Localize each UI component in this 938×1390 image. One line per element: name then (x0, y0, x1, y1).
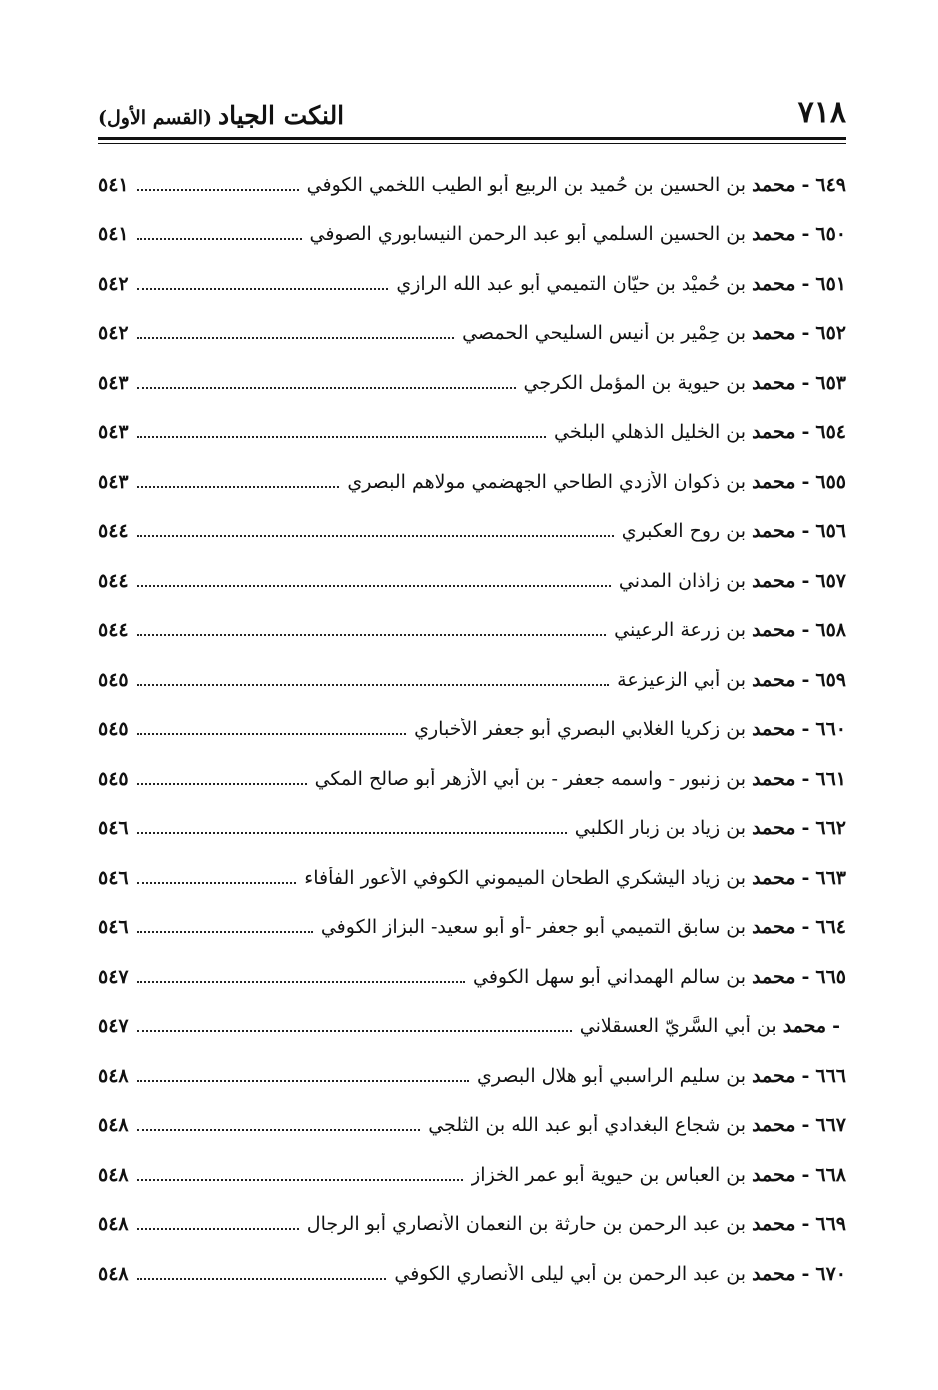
entry-number: ٦٥٩ (815, 668, 846, 691)
entry-name-rest: بن زكريا الغلابي البصري أبو جعفر الأخباري (414, 718, 747, 741)
entry-name-first: محمد (752, 569, 796, 592)
entry-number: ٦٥٣ (815, 371, 846, 394)
header-rule-thick (98, 137, 846, 140)
entry-name (619, 570, 796, 592)
index-entry (98, 1200, 846, 1250)
entry-dash: - (801, 965, 810, 988)
entry-name (554, 421, 795, 443)
entry-number: ٦٦٦ (815, 1064, 846, 1087)
dot-leader (137, 832, 567, 834)
entry-dash: - (832, 1015, 840, 1038)
entry-number: ٦٦٨ (815, 1163, 846, 1186)
entry-page: ٥٤٨ (98, 1213, 129, 1236)
entry-number: ٦٥٧ (815, 569, 846, 592)
dot-leader (137, 733, 406, 735)
dot-leader (137, 931, 313, 933)
entry-page: ٥٤١ (98, 173, 129, 196)
entry-name-first: محمد (752, 520, 796, 543)
entry-page: ٥٤٨ (98, 1262, 129, 1285)
entry-dash: - (801, 916, 810, 939)
entry-dash: - (801, 322, 810, 345)
entry-name-rest: بن حيوية بن المؤمل الكرجي (523, 371, 747, 394)
entry-dash: - (801, 668, 810, 691)
entry-number: ٦٦٠ (815, 718, 846, 741)
entry-page: ٥٤٣ (98, 371, 129, 394)
dot-leader (137, 1030, 572, 1032)
entry-name (575, 817, 796, 839)
index-entry (98, 210, 846, 260)
dot-leader (137, 387, 516, 389)
dot-leader (137, 1228, 299, 1230)
header-rule-thin (98, 143, 846, 144)
running-header (98, 82, 846, 128)
index-entry (98, 606, 846, 656)
entry-name-first: محمد (752, 866, 796, 889)
index-entry (98, 903, 846, 953)
book-title: النكت الجياد (217, 101, 345, 130)
entry-name-first: محمد (752, 322, 796, 345)
entry-name-first: محمد (782, 1015, 827, 1038)
entry-name (304, 867, 795, 889)
entry-name-rest: بن زاذان المدني (618, 569, 747, 592)
entry-name-rest: بن عبد الرحمن بن أبي ليلى الأنصاري الكوفي (394, 1262, 747, 1285)
entry-name (477, 1065, 796, 1087)
index-list (98, 160, 846, 1299)
entry-number: ٦٦٤ (815, 916, 846, 939)
entry-name (617, 669, 795, 691)
entry-dash: - (801, 1262, 810, 1285)
dot-leader (137, 1179, 463, 1181)
entry-name-first: محمد (752, 767, 796, 790)
entry-name-rest: بن زياد اليشكري الطحان الميموني الكوفي الأعور الفأفاء (304, 866, 747, 889)
entry-name (394, 1263, 795, 1285)
entry-page: ٥٤٤ (98, 569, 129, 592)
entry-name-first: محمد (752, 272, 796, 295)
entry-name (315, 768, 796, 790)
entry-name-first: محمد (752, 619, 796, 642)
entry-number: ٦٦٢ (815, 817, 846, 840)
entry-page: ٥٤٦ (98, 817, 129, 840)
entry-page: ٥٤٨ (98, 1114, 129, 1137)
entry-name-rest: بن سليم الراسبي أبو هلال البصري (476, 1064, 747, 1087)
dot-leader (137, 1080, 469, 1082)
dot-leader (137, 535, 614, 537)
index-entry (98, 1051, 846, 1101)
entry-name-first: محمد (752, 916, 796, 939)
dot-leader (137, 783, 307, 785)
entry-name-first: محمد (752, 470, 796, 493)
dot-leader (137, 634, 607, 636)
entry-name-rest: بن الخليل الذهلي البلخي (554, 421, 747, 444)
entry-name (321, 916, 796, 938)
entry-dash: - (801, 1114, 810, 1137)
index-entry (98, 804, 846, 854)
entry-name-rest: بن شجاع البغدادي أبو عبد الله بن الثلجي (428, 1114, 747, 1137)
entry-name (622, 520, 796, 542)
index-entry (98, 705, 846, 755)
entry-page: ٥٤٦ (98, 866, 129, 889)
index-entry (98, 1002, 846, 1052)
entry-name-rest: بن حُميْد بن حيّان التميمي أبو عبد الله الرازي (396, 272, 747, 295)
dot-leader (137, 436, 546, 438)
entry-dash: - (801, 371, 810, 394)
entry-page: ٥٤٧ (98, 1015, 129, 1038)
entry-dash: - (801, 619, 810, 642)
entry-page: ٥٤٦ (98, 916, 129, 939)
entry-dash: - (801, 1213, 810, 1236)
entry-dash: - (801, 520, 810, 543)
entry-page: ٥٤٧ (98, 965, 129, 988)
dot-leader (137, 288, 389, 290)
entry-name (614, 619, 795, 641)
dot-leader (137, 1278, 387, 1280)
entry-page: ٥٤٣ (98, 421, 129, 444)
entry-name-first: محمد (752, 718, 796, 741)
entry-name-rest: بن سالم الهمداني أبو سهل الكوفي (473, 965, 747, 988)
entry-name-rest: بن زياد بن زبار الكلبي (574, 817, 747, 840)
entry-name-first: محمد (752, 421, 796, 444)
entry-dash: - (801, 569, 810, 592)
entry-name (307, 174, 796, 196)
index-entry (98, 754, 846, 804)
entry-dash: - (801, 767, 810, 790)
entry-dash: - (801, 1064, 810, 1087)
entry-number: ٦٤٩ (815, 173, 846, 196)
entry-number: ٦٦١ (815, 767, 846, 790)
index-entry (98, 160, 846, 210)
book-subtitle: (القسم الأول) (98, 107, 212, 129)
entry-page: ٥٤٢ (98, 272, 129, 295)
entry-dash: - (801, 223, 810, 246)
page-number: ٧١٨ (797, 95, 846, 130)
entry-name-first: محمد (752, 371, 796, 394)
entry-number: ٦٦٧ (815, 1114, 846, 1137)
entry-name-rest: بن عبد الرحمن بن حارثة بن النعمان الأنصاري أبو الرجال (306, 1213, 747, 1236)
entry-dash: - (801, 272, 810, 295)
entry-name (580, 1015, 826, 1037)
entry-name-rest: بن حِمْير بن أنيس السليحي الحمصي (462, 322, 747, 345)
entry-name-first: محمد (752, 965, 796, 988)
entry-number: ٦٦٥ (815, 965, 846, 988)
entry-number: ٦٥٢ (815, 322, 846, 345)
entry-name-rest: بن الحسين بن حُميد بن الربيع أبو الطيب اللخمي الكوفي (306, 173, 747, 196)
entry-name (471, 1164, 795, 1186)
entry-dash: - (801, 866, 810, 889)
entry-name (462, 322, 795, 344)
entry-name-rest: بن ذكوان الأزدي الطاحي الجهضمي مولاهم البصري (347, 470, 747, 493)
dot-leader (137, 238, 302, 240)
index-entry (98, 408, 846, 458)
index-entry (98, 1249, 846, 1299)
entry-number: ٦٧٠ (815, 1262, 846, 1285)
entry-name-rest: بن أبي الزعيزعة (617, 668, 747, 691)
dot-leader (137, 882, 297, 884)
entry-name-rest: بن زرعة الرعيني (614, 619, 747, 642)
entry-page: ٥٤٣ (98, 470, 129, 493)
dot-leader (137, 189, 299, 191)
entry-number: ٦٦٣ (815, 866, 846, 889)
entry-name (347, 471, 795, 493)
entry-page: ٥٤٥ (98, 668, 129, 691)
entry-dash: - (801, 470, 810, 493)
dot-leader (137, 684, 610, 686)
index-entry (98, 457, 846, 507)
entry-name (524, 372, 796, 394)
entry-name-first: محمد (752, 1262, 796, 1285)
index-entry (98, 358, 846, 408)
entry-name-rest: بن أبي السَّرِيّ العسقلاني (579, 1015, 777, 1038)
index-entry (98, 952, 846, 1002)
entry-name-first: محمد (752, 223, 796, 246)
entry-name-rest: بن العباس بن حيوية أبو عمر الخزاز (471, 1163, 747, 1186)
entry-name-first: محمد (752, 817, 796, 840)
index-entry (98, 556, 846, 606)
entry-name (473, 966, 795, 988)
entry-number: ٦٥٦ (815, 520, 846, 543)
entry-page: ٥٤٥ (98, 767, 129, 790)
entry-page: ٥٤٥ (98, 718, 129, 741)
entry-dash: - (801, 1163, 810, 1186)
book-title-group (98, 103, 344, 128)
entry-dash: - (801, 421, 810, 444)
entry-page: ٥٤٤ (98, 520, 129, 543)
index-entry (98, 507, 846, 557)
index-entry (98, 1150, 846, 1200)
entry-name (307, 1213, 796, 1235)
entry-name-rest: بن زنبور - واسمه جعفر - بن أبي الأزهر أبو صالح المكي (314, 767, 747, 790)
index-entry (98, 655, 846, 705)
entry-name (428, 1114, 795, 1136)
entry-number: ٦٥١ (815, 272, 846, 295)
index-entry (98, 853, 846, 903)
entry-name-first: محمد (752, 1163, 796, 1186)
entry-name-first: محمد (752, 1064, 796, 1087)
entry-name-rest: بن الحسين السلمي أبو عبد الرحمن النيسابوري الصوفي (309, 223, 747, 246)
entry-name-rest: بن سابق التميمي أبو جعفر -أو أبو سعيد- البزاز الكوفي (320, 916, 747, 939)
entry-name-first: محمد (752, 173, 796, 196)
entry-name-rest: بن روح العكبري (621, 520, 747, 543)
entry-name-first: محمد (752, 1114, 796, 1137)
entry-page: ٥٤٤ (98, 619, 129, 642)
dot-leader (137, 1129, 421, 1131)
index-entry (98, 1101, 846, 1151)
index-entry (98, 309, 846, 359)
entry-name (310, 223, 796, 245)
entry-name-first: محمد (752, 1213, 796, 1236)
entry-number: ٦٦٩ (815, 1213, 846, 1236)
entry-name (414, 718, 795, 740)
entry-number: ٦٥٨ (815, 619, 846, 642)
entry-number: ٦٥٤ (815, 421, 846, 444)
index-entry (98, 259, 846, 309)
entry-page: ٥٤١ (98, 223, 129, 246)
entry-page: ٥٤٨ (98, 1163, 129, 1186)
entry-number: ٦٥٥ (815, 470, 846, 493)
entry-page: ٥٤٨ (98, 1064, 129, 1087)
entry-name-first: محمد (752, 668, 796, 691)
dot-leader (137, 337, 454, 339)
entry-dash: - (801, 817, 810, 840)
dot-leader (137, 981, 465, 983)
entry-number: ٦٥٠ (815, 223, 846, 246)
dot-leader (137, 486, 340, 488)
entry-page: ٥٤٢ (98, 322, 129, 345)
dot-leader (137, 585, 611, 587)
entry-dash: - (801, 718, 810, 741)
entry-name (396, 273, 795, 295)
entry-dash: - (801, 173, 810, 196)
